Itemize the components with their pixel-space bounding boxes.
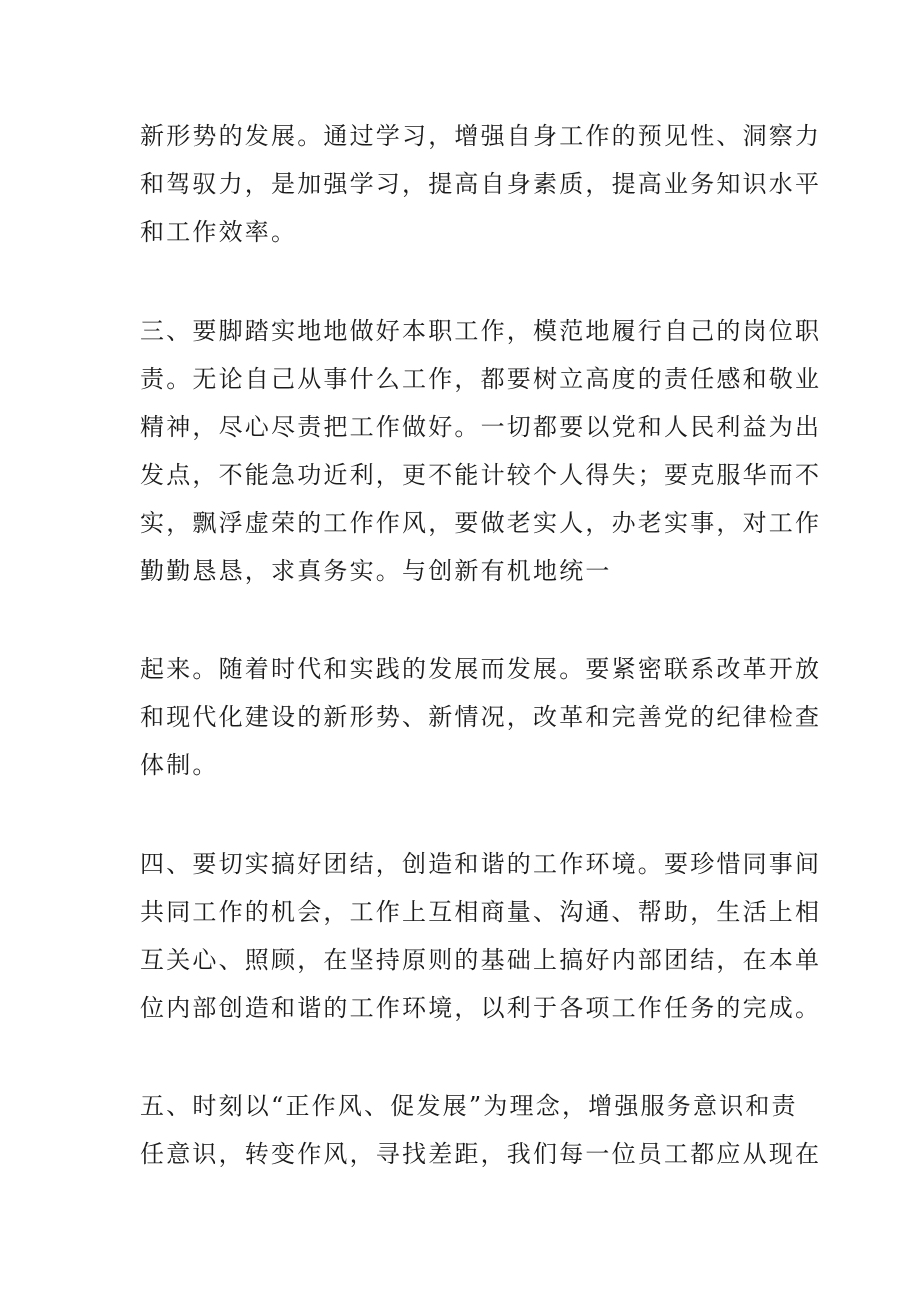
text-line: 三、要脚踏实地地做好本职工作，模范地履行自己的岗位职 [140, 317, 822, 345]
text-line: 起来。随着时代和实践的发展而发展。要紧密联系改革开放 [140, 655, 822, 683]
text-line: 五、时刻以“正作风、促发展”为理念，增强服务意识和责 [140, 1092, 798, 1120]
text-line: 和驾驭力，是加强学习，提高自身素质，提高业务知识水平 [140, 170, 822, 198]
text-line: 精神，尽心尽责把工作做好。一切都要以党和人民利益为出 [140, 413, 822, 441]
text-line: 四、要切实搞好团结，创造和谐的工作环境。要珍惜同事间 [140, 850, 822, 878]
text-line: 发点，不能急功近利，更不能计较个人得失；要克服华而不 [140, 461, 822, 489]
text-line: 实，飘浮虚荣的工作作风，要做老实人，办老实事，对工作 [140, 509, 822, 537]
text-line: 共同工作的机会，工作上互相商量、沟通、帮助，生活上相 [140, 898, 822, 926]
text-line: 新形势的发展。通过学习，增强自身工作的预见性、洞察力 [140, 122, 822, 150]
text-line: 互关心、照顾，在坚持原则的基础上搞好内部团结，在本单 [140, 946, 822, 974]
text-line: 和现代化建设的新形势、新情况，改革和完善党的纪律检查 [140, 703, 822, 731]
text-line: 勤勤恳恳，求真务实。与创新有机地统一 [140, 557, 612, 585]
text-line: 体制。 [140, 751, 219, 779]
text-line: 责。无论自己从事什么工作，都要树立高度的责任感和敬业 [140, 365, 822, 393]
text-line: 任意识，转变作风，寻找差距，我们每一位员工都应从现在 [140, 1140, 822, 1168]
text-line: 和工作效率。 [140, 218, 298, 246]
text-line: 位内部创造和谐的工作环境，以利于各项工作任务的完成。 [140, 994, 822, 1022]
